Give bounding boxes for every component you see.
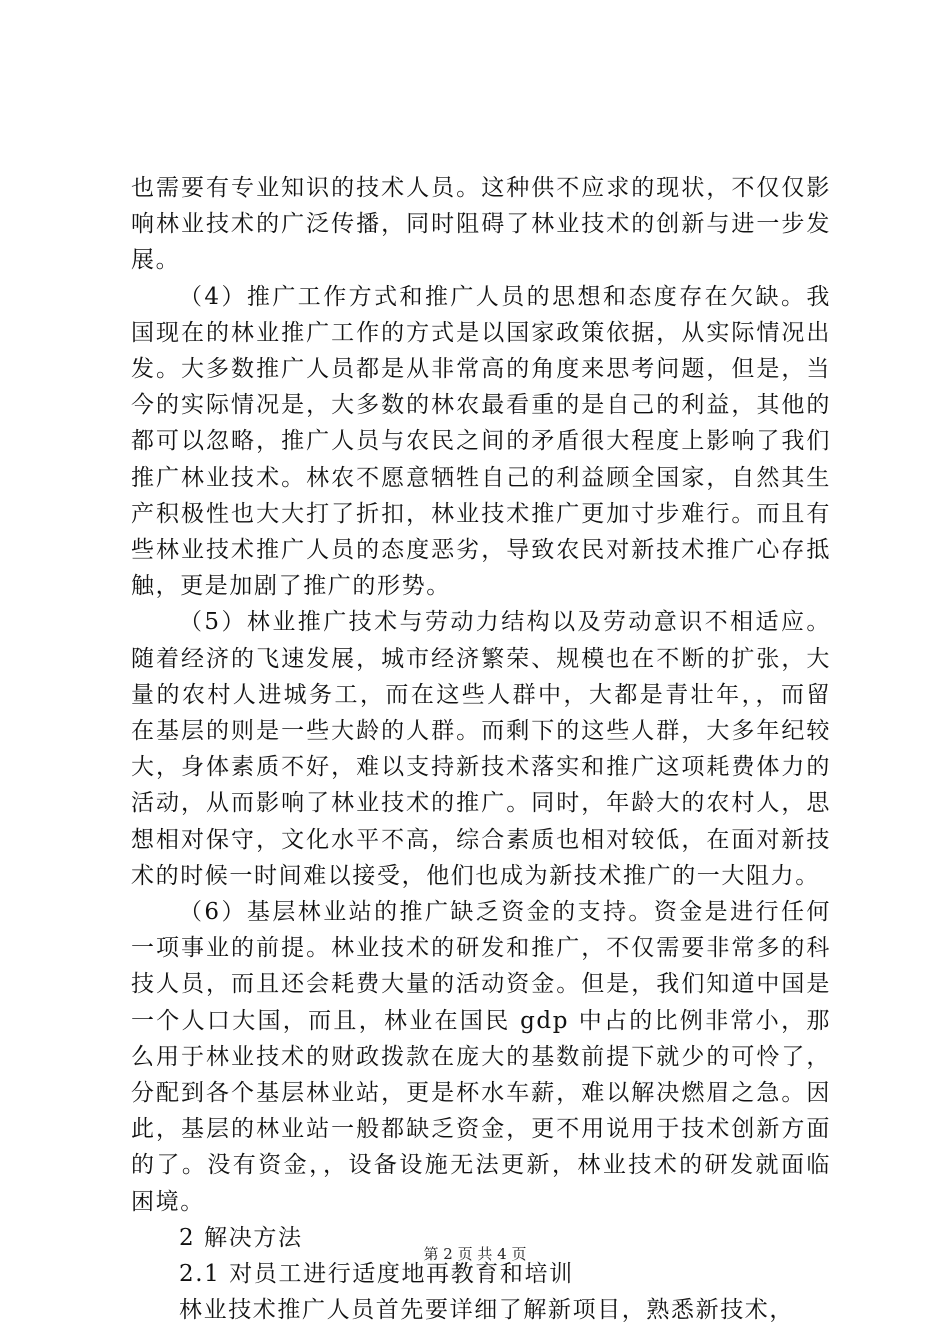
- paragraph: 林业技术推广人员首先要详细了解新项目，熟悉新技术，: [179, 1297, 794, 1324]
- paragraph: （6）基层林业站的推广缺乏资金的支持。资金是进行任何一项事业的前提。林业技术的研发和推广，不仅需要非常多的科技人员，而且还会耗费大量的活动资金。但是，我们知道中国是一个人口大国，而且，林业在国民 gdp 中占的比例非常小，那么用于林业技术的财政拨款在庞大的基数前提下就少的可怜了，分配到各个基层林业站，更是杯水车薪，难以解决燃眉之急。因此，基层的林业站一般都缺乏资金，更不用说用于技术创新方面的了。没有资金，，设备设施无法更新，林业技术的研发就面临困境。: [131, 899, 831, 1215]
- paragraph: 也需要有专业知识的技术人员。这种供不应求的现状，不仅仅影响林业技术的广泛传播，同时阻碍了林业技术的创新与进一步发展。: [131, 175, 831, 274]
- section-heading: 2 解决方法: [179, 1224, 303, 1251]
- paragraph: （4）推广工作方式和推广人员的思想和态度存在欠缺。我国现在的林业推广工作的方式是以国家政策依据，从实际情况出发。大多数推广人员都是从非常高的角度来思考问题，但是，当今的实际情况是，大多数的林农最看重的是自己的利益，其他的都可以忽略，推广人员与农民之间的矛盾很大程度上影响了我们推广林业技术。林农不愿意牺牲自己的利益顾全国家，自然其生产积极性也大大打了折扣，林业技术推广更加寸步难行。而且有些林业技术推广人员的态度恶劣，导致农民对新技术推广心存抵触，更是加剧了推广的形势。: [131, 283, 831, 600]
- subsection-heading: 2.1 对员工进行适度地再教育和培训: [179, 1261, 574, 1288]
- paragraph: （5）林业推广技术与劳动力结构以及劳动意识不相适应。随着经济的飞速发展，城市经济繁荣、规模也在不断的扩张，大量的农村人进城务工，而在这些人群中，大都是青壮年，，而留在基层的则是一些大龄的人群。而剩下的这些人群，大多年纪较大，身体素质不好，难以支持新技术落实和推广这项耗费体力的活动，从而影响了林业技术的推广。同时，年龄大的农村人，思想相对保守，文化水平不高，综合素质也相对较低，在面对新技术的时候一时间难以接受，他们也成为新技术推广的一大阻力。: [131, 609, 831, 889]
- document-body: [131, 170, 831, 1329]
- page-number: 第 2 页 共 4 页: [423, 1245, 527, 1263]
